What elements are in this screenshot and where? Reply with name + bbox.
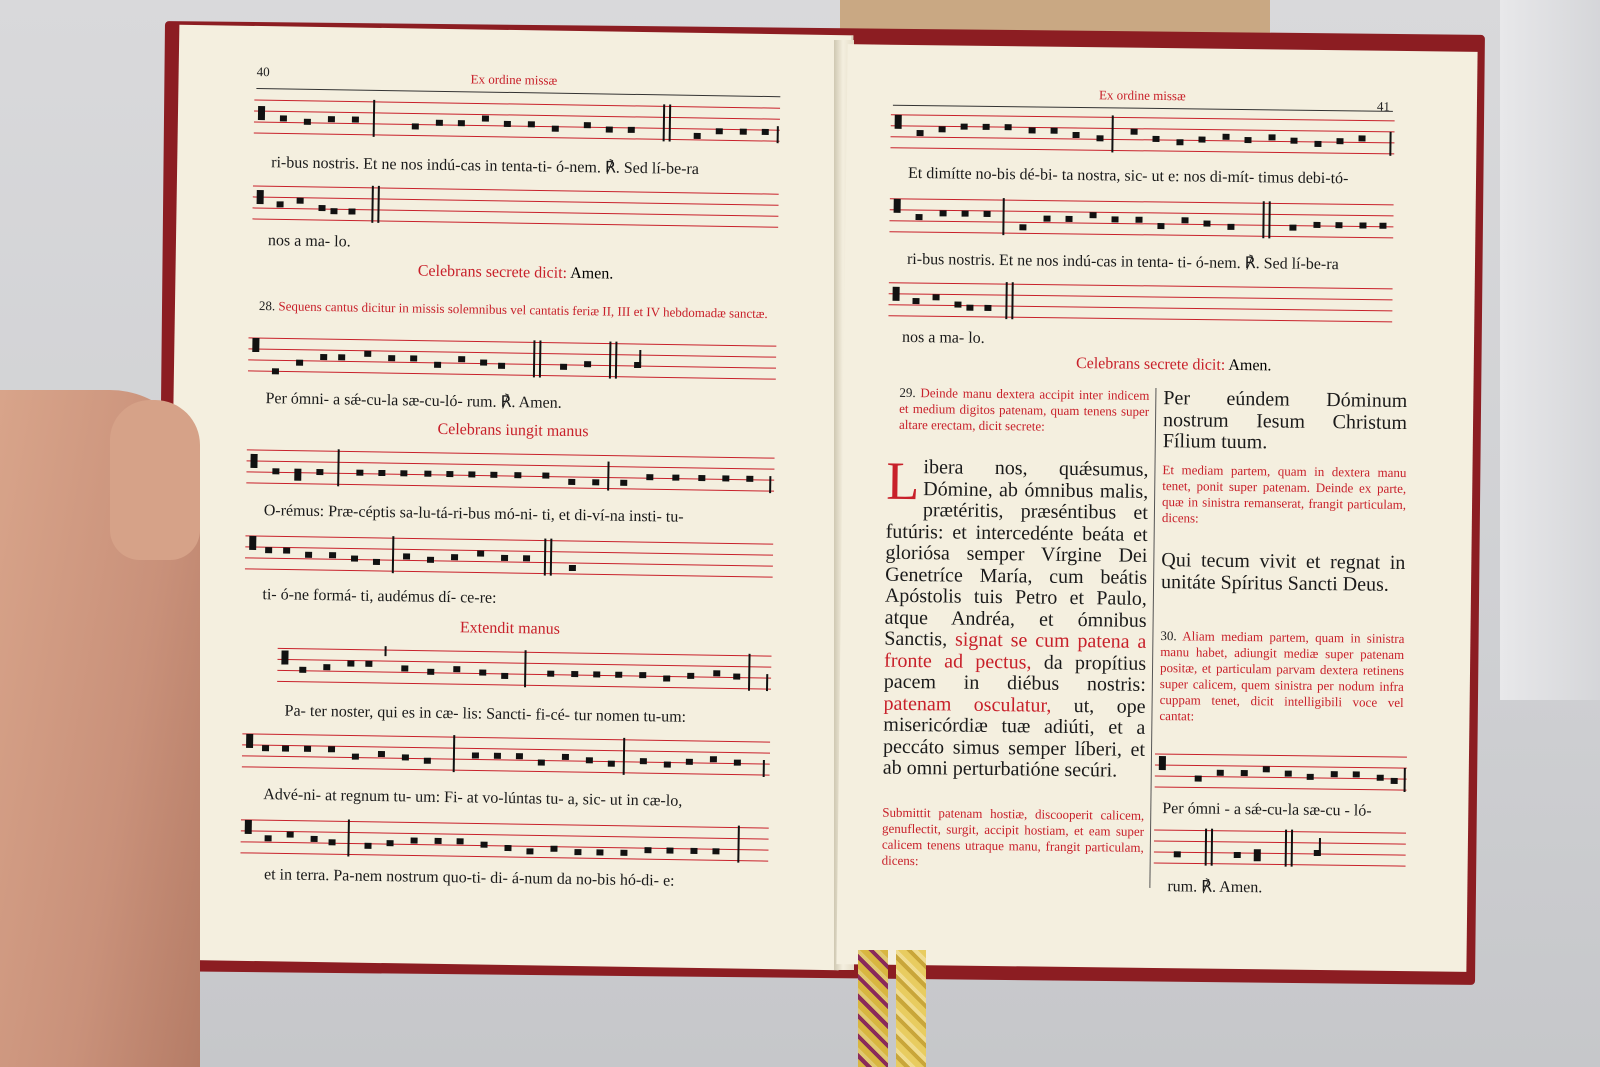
- lyric-line: O-rémus: Præ-céptis sa-lu-tá-ri-bus mó-ni- ti, et di-ví-na insti- tu-: [263, 502, 684, 526]
- chant-staff: [1154, 826, 1407, 873]
- chant-staff: [242, 730, 771, 782]
- bookmark-ribbon[interactable]: [858, 950, 888, 1067]
- chant-staff: [889, 195, 1393, 245]
- lyric-line: ti- ó-ne formá- ti, audémus dí- ce-re:: [262, 586, 497, 607]
- chant-staff: [890, 111, 1394, 161]
- rubric-item-28: 28. Sequens cantus dicitur in missis solemnibus vel cantatis feriæ II, III et IV hebdomadæ sanctæ.: [258, 298, 768, 322]
- chant-staff: [277, 644, 772, 696]
- lyric-line: ri-bus nostris. Et ne nos indú-cas in tenta- ti- ó-nem. ℟. Sed lí-be-ra: [906, 250, 1339, 274]
- rubric-item-30: 30. Aliam mediam partem, quam in sinistra manu habet, adiungit mediæ super patenam positæ, et particulam parvam dextera retinens super calicem, quem sinistra per nodum infra cuppam tenet, dicit intelligibili voce vel cantat:: [1159, 628, 1405, 724]
- header-rule: [256, 88, 780, 97]
- lyric-line: Advé-ni- at regnum tu- um: Fi- at vo-lúntas tu- a, sic- ut in cæ-lo,: [263, 786, 683, 810]
- per-eundem-text: Per eúndem Dóminum nostrum Iesum Christum Fílium tuum.: [1162, 387, 1408, 454]
- chant-staff: [252, 182, 779, 234]
- chant-staff: [248, 334, 777, 386]
- chant-staff: [246, 446, 775, 498]
- column-divider: [1149, 388, 1156, 888]
- qui-tecum-text: Qui tecum vivit et regnat in unitáte Spíritus Sancti Deus.: [1160, 549, 1406, 596]
- chant-staff: [240, 816, 769, 868]
- lyric-line: Per ómni - a sǽ-cu-la sæ-cu - ló-: [1162, 800, 1372, 820]
- rubric: Celebrans secrete dicit: Amen.: [1075, 355, 1272, 375]
- lyric-line: Et dimítte no-bis dé-bi- ta nostra, sic- ut e: nos di-mít- timus debi-tó-: [907, 164, 1349, 188]
- rubric-et-mediam: Et mediam partem, quam in dextera manu tenet, ponit super patenam. Deinde ex parte, quæ in sinistra remanserat, frangit particulam, dicens:: [1161, 462, 1407, 526]
- chant-staff: [888, 279, 1392, 329]
- lyric-line: Per ómni- a sǽ-cu-la sæ-cu-ló- rum. ℟. Amen.: [265, 390, 562, 412]
- page-number: 40: [256, 63, 270, 80]
- rubric: Extendit manus: [459, 619, 561, 638]
- rubric-item-29: 29. Deinde manu dextera accipit inter indicem et medium digitos patenam, quam tenens super altare erectam, dicit secrete:: [898, 384, 1150, 434]
- running-header: Ex ordine missæ: [1098, 87, 1186, 104]
- lyric-line: et in terra. Pa-nem nostrum quo-ti- di- á-num da no-bis hó-di- e:: [263, 866, 675, 890]
- running-header: Ex ordine missæ: [470, 71, 558, 88]
- lyric-line: ri-bus nostris. Et ne nos indú-cas in tenta-ti- ó-nem. ℟. Sed lí-be-ra: [271, 154, 700, 178]
- background-wall: [1500, 0, 1600, 700]
- chant-staff: [1155, 750, 1408, 797]
- left-page: [165, 25, 854, 970]
- thumb: [110, 400, 200, 560]
- lyric-line: rum. ℟. Amen.: [1167, 878, 1263, 897]
- bookmark-ribbon[interactable]: [896, 950, 926, 1067]
- chant-staff: [245, 532, 774, 584]
- lyric-line: nos a ma- lo.: [267, 232, 351, 251]
- page-number: 41: [1376, 98, 1391, 114]
- lyric-line: Pa- ter noster, qui es in cæ- lis: Sancti- fi-cé- tur nomen tu-um:: [284, 702, 687, 726]
- lyric-line: nos a ma- lo.: [901, 328, 985, 347]
- right-page: [836, 44, 1477, 972]
- chant-staff: [254, 96, 781, 148]
- libera-nos-prayer: Libera nos, quǽsumus, Dómine, ab ómnibus malis, prætéritis, præséntibus et futúris: et intercedénte beáta et gloriósa semper Vírgine Dei Genetríce María, cum beátis Apóstolis tuis Petro et Paulo, atque Andréa, et ómnibus Sanctis, signat se cum patena a fronte ad pectus, da propítius pacem in diébus nostris: patenam osculatur, ut, ope misericórdiæ tuæ adiúti, et a peccáto simus semper líberi, et ab omni perturbatióne secúri.: [882, 450, 1149, 782]
- rubric-submittit: Submittit patenam hostiæ, discooperit calicem, genuflectit, surgit, accipit hostiam, et eam super calicem tenens utraque manu, frangit particulam, dicens:: [881, 804, 1145, 869]
- rubric: Celebrans iungit manus: [437, 420, 589, 441]
- rubric: Celebrans secrete dicit: Amen.: [417, 262, 614, 283]
- drop-cap: L: [885, 450, 920, 512]
